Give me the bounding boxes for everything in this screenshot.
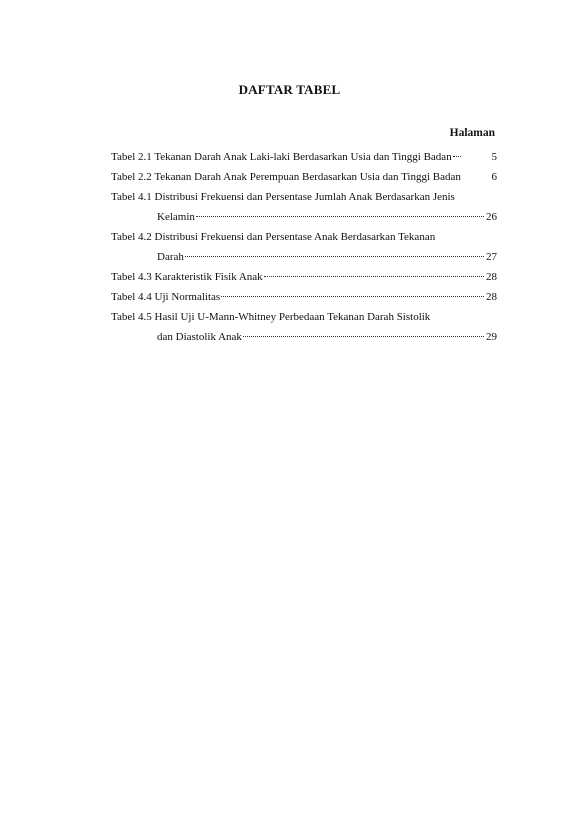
dot-leader: [453, 155, 461, 157]
table-entry-4-5[interactable]: [111, 307, 497, 347]
entry-text: Tabel 4.3 Karakteristik Fisik Anak: [111, 271, 263, 283]
page-title: DAFTAR TABEL: [238, 82, 341, 97]
table-entry-4-3[interactable]: [111, 267, 497, 287]
page-column-header: Halaman: [449, 127, 495, 139]
table-entry-4-4[interactable]: [111, 287, 497, 307]
dot-leader: [196, 215, 484, 217]
dot-leader: [185, 255, 484, 257]
entry-text: Tabel 4.5 Hasil Uji U-Mann-Whitney Perbedaan Tekanan Darah Sistolik: [111, 311, 431, 323]
entry-text-continued: Darah: [157, 251, 184, 263]
entry-text: Tabel 4.2 Distribusi Frekuensi dan Persentase Anak Berdasarkan Tekanan: [111, 231, 436, 243]
table-entry-2-1[interactable]: [111, 147, 497, 167]
dot-leader: [243, 335, 484, 337]
entry-text: Tabel 4.1 Distribusi Frekuensi dan Persentase Jumlah Anak Berdasarkan Jenis: [111, 191, 455, 203]
entry-text: Tabel 4.4 Uji Normalitas: [111, 291, 221, 303]
entry-page-number: 26: [486, 211, 497, 223]
entry-page-number: 27: [486, 251, 497, 263]
table-entry-4-2[interactable]: [111, 227, 497, 267]
dot-leader: [264, 275, 484, 277]
entry-page-number: 28: [486, 291, 497, 303]
entry-text: Tabel 2.2 Tekanan Darah Anak Perempuan Berdasarkan Usia dan Tinggi Badan: [111, 171, 461, 183]
table-entry-4-1[interactable]: [111, 187, 497, 227]
entry-page-number: 5: [491, 151, 497, 163]
table-entry-2-2[interactable]: [111, 167, 497, 187]
entry-page-number: 28: [486, 271, 497, 283]
dot-leader: [221, 295, 484, 297]
table-list: [111, 147, 497, 347]
entry-text: Tabel 2.1 Tekanan Darah Anak Laki-laki Berdasarkan Usia dan Tinggi Badan: [111, 151, 452, 163]
entry-text-continued: dan Diastolik Anak: [157, 331, 242, 343]
entry-text-continued: Kelamin: [157, 211, 195, 223]
entry-page-number: 29: [486, 331, 497, 343]
entry-page-number: 6: [491, 171, 497, 183]
